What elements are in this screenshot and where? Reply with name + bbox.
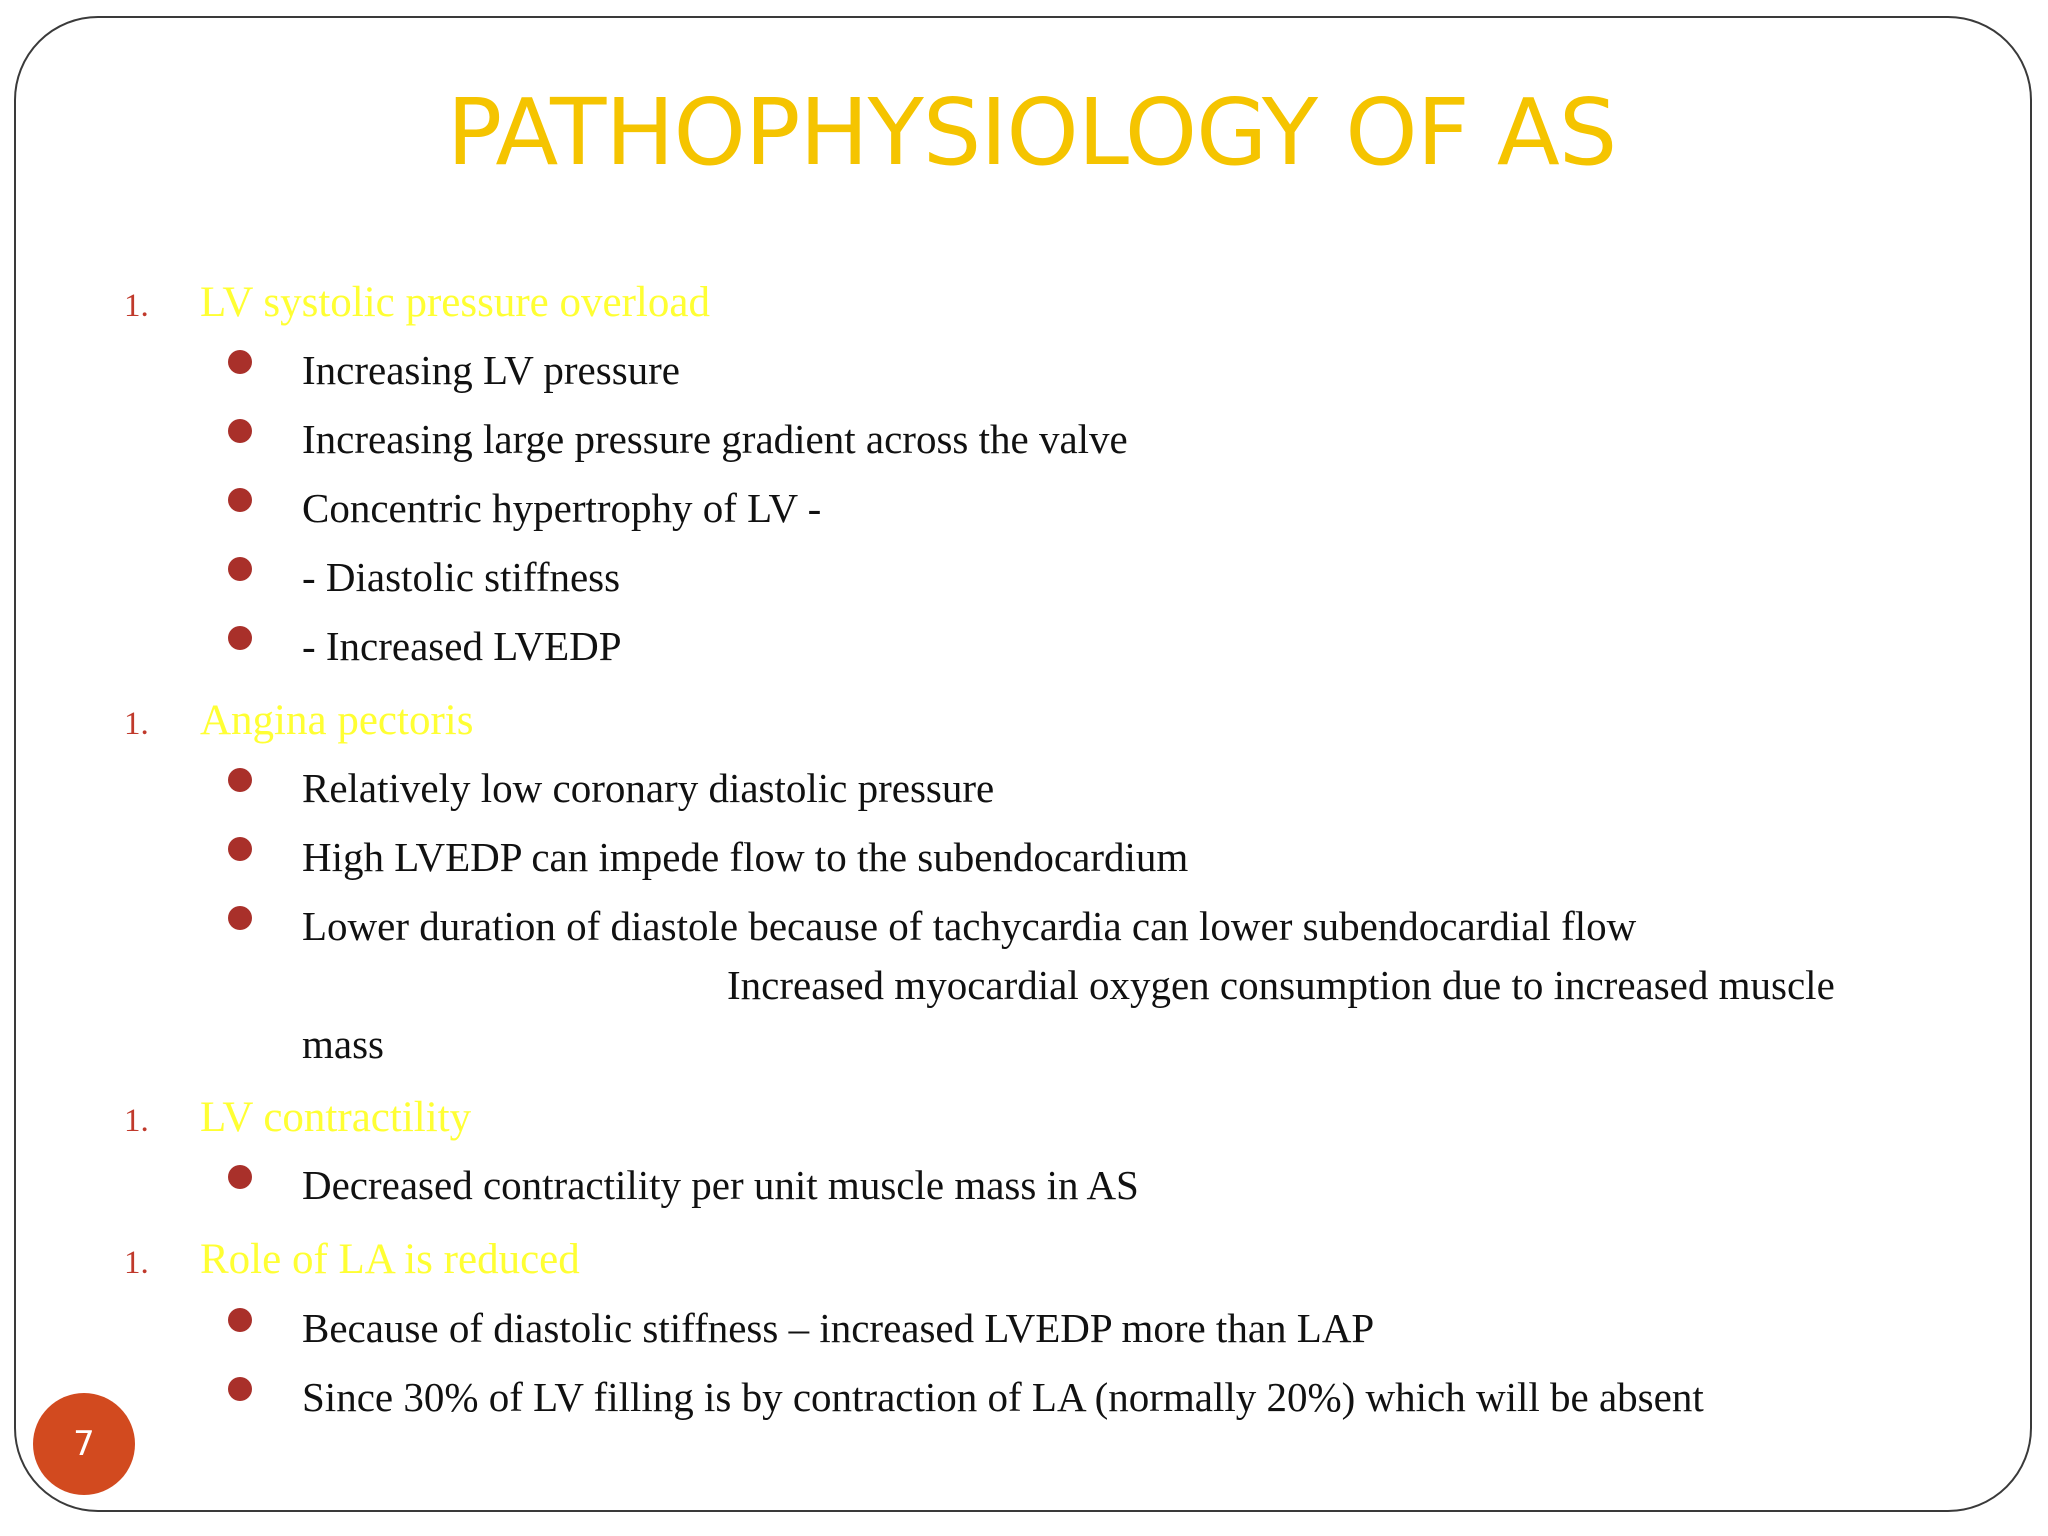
section-1-bullet-1: Increasing LV pressure — [302, 347, 681, 393]
slide-title: PATHOPHYSIOLOGY OF AS — [446, 79, 1617, 186]
bullet-dot — [228, 488, 252, 512]
bullet-dot — [228, 906, 252, 930]
section-4-heading: Role of LA is reduced — [200, 1236, 580, 1283]
section-2-continuation-line-1: Increased myocardial oxygen consumption due to increased muscle — [727, 962, 1835, 1008]
section-3-heading: LV contractility — [200, 1094, 472, 1141]
section-3-bullet-1: Decreased contractility per unit muscle mass in AS — [302, 1162, 1139, 1208]
section-4-number: 1. — [124, 1245, 149, 1281]
section-1-bullet-4: - Diastolic stiffness — [302, 554, 621, 600]
section-1-heading: LV systolic pressure overload — [200, 279, 710, 326]
section-1-bullet-2: Increasing large pressure gradient across the valve — [302, 416, 1128, 462]
section-2-number: 1. — [124, 706, 149, 742]
section-1-bullet-5: - Increased LVEDP — [302, 623, 622, 669]
section-2-bullet-3: Lower duration of diastole because of tachycardia can lower subendocardial flow — [302, 903, 1637, 949]
section-2-heading: Angina pectoris — [200, 697, 474, 744]
bullet-dot — [228, 1308, 252, 1332]
section-4-bullet-1: Because of diastolic stiffness – increased LVEDP more than LAP — [302, 1305, 1375, 1351]
bullet-dot — [228, 1377, 252, 1401]
section-3-number: 1. — [124, 1103, 149, 1139]
section-2-bullet-1: Relatively low coronary diastolic pressure — [302, 765, 995, 811]
bullet-dot — [228, 350, 252, 374]
bullet-dot — [228, 768, 252, 792]
bullet-dot — [228, 1165, 252, 1189]
section-1-bullet-3: Concentric hypertrophy of LV - — [302, 485, 822, 531]
bullet-dot — [228, 837, 252, 861]
section-1-number: 1. — [124, 288, 149, 324]
bullet-dot — [228, 626, 252, 650]
section-2-bullet-2: High LVEDP can impede flow to the subendocardium — [302, 834, 1189, 880]
bullet-dot — [228, 557, 252, 581]
section-4-bullet-2: Since 30% of LV filling is by contraction of LA (normally 20%) which will be absent — [302, 1374, 1704, 1420]
section-2-continuation-line-2: mass — [302, 1021, 384, 1067]
page-number-badge: 7 — [33, 1393, 135, 1495]
bullet-dot — [228, 419, 252, 443]
